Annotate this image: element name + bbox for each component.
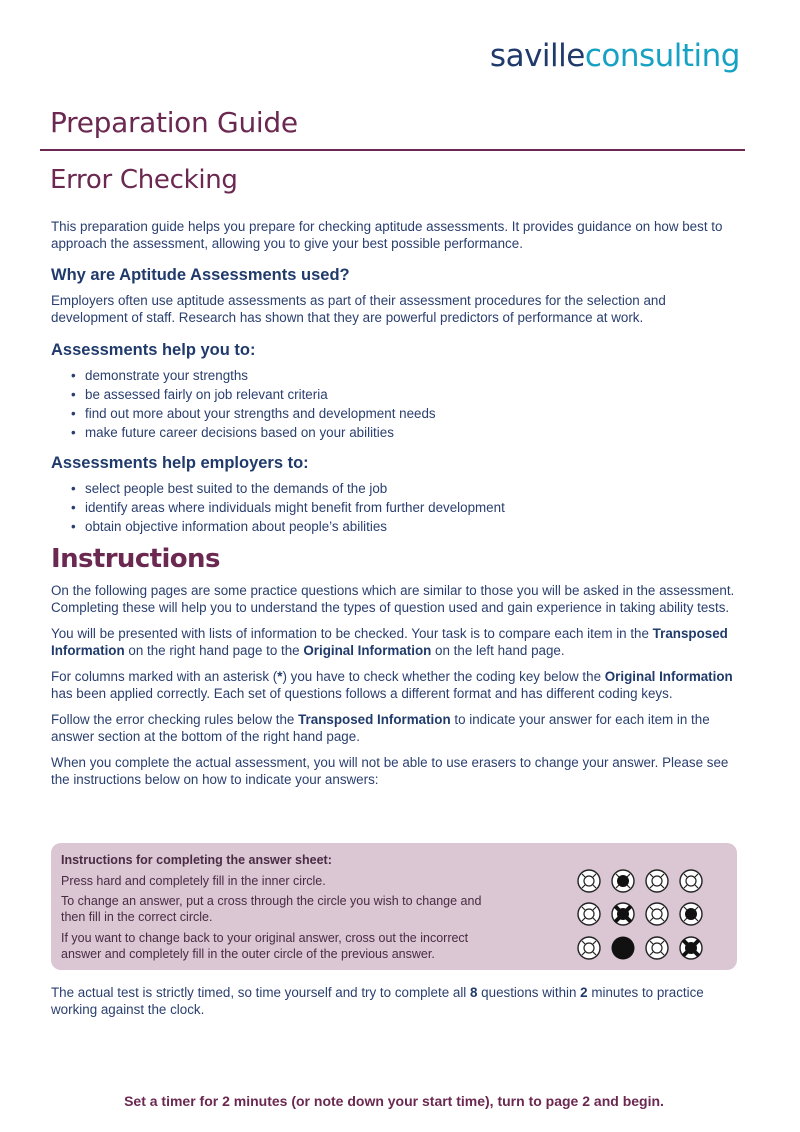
saville-logo [490, 38, 740, 74]
list-item: • demonstrate your strengths [71, 366, 741, 385]
list-item: • be assessed fairly on job relevant criteria [71, 385, 741, 404]
logo-part-consulting: consulting [584, 38, 740, 74]
list-item: • make future career decisions based on your abilities [71, 423, 741, 442]
crossed-out-bubble-icon [678, 935, 704, 961]
empty-bubble-icon [644, 901, 670, 927]
crossed-out-bubble-icon [610, 901, 636, 927]
filled-inner-bubble-icon [678, 901, 704, 927]
list-item: • identify areas where individuals might benefit from further development [71, 498, 741, 517]
list-item: • find out more about your strengths and development needs [71, 404, 741, 423]
answer-box-title: Instructions for completing the answer sheet: [61, 853, 332, 867]
filled-inner-bubble-icon [610, 868, 636, 894]
empty-bubble-icon [576, 935, 602, 961]
list-item: • select people best suited to the demands of the job [71, 479, 741, 498]
main-body [51, 218, 741, 788]
why-heading: Why are Aptitude Assessments used? [51, 266, 350, 284]
help-you-list [51, 366, 741, 442]
logo-part-saville: saville [489, 38, 585, 74]
example-bubbles-row-3 [576, 935, 712, 961]
answer-box-row-3: If you want to change back to your original answer, cross out the incorrect answer and completely fill in the outer circle of the previous answer. [61, 931, 469, 961]
empty-bubble-icon [644, 868, 670, 894]
example-bubbles-row-1 [576, 868, 712, 894]
instructions-paragraph-2: You will be presented with lists of information to be checked. Your task is to compare each item in the Transposed Information on the right hand page to the Original Information on the left hand page. [51, 626, 728, 658]
guide-title: Preparation Guide [50, 106, 298, 139]
empty-bubble-icon [678, 868, 704, 894]
answer-box-row-1: Press hard and completely fill in the inner circle. [61, 874, 326, 888]
empty-bubble-icon [576, 901, 602, 927]
footer-instruction: Set a timer for 2 minutes (or note down your start time), turn to page 2 and begin. [124, 1093, 664, 1109]
answer-box-row-2: To change an answer, put a cross through the circle you wish to change and then fill in the correct circle. [61, 894, 482, 924]
intro-paragraph: This preparation guide helps you prepare for checking aptitude assessments. It provides guidance on how best to approach the assessment, allowing you to give your best possible performance. [51, 219, 723, 251]
instructions-paragraph-3: For columns marked with an asterisk (*) you have to check whether the coding key below the Original Information has been applied correctly. Each set of questions follows a different format and has different coding keys. [51, 669, 733, 701]
instructions-paragraph-1: On the following pages are some practice questions which are similar to those you will be asked in the assessment. Completing these will help you to understand the types of question used and gain experience in taking ability tests. [51, 583, 735, 615]
empty-bubble-icon [644, 935, 670, 961]
empty-bubble-icon [576, 868, 602, 894]
help-you-heading: Assessments help you to: [51, 341, 256, 359]
timing-paragraph: The actual test is strictly timed, so time yourself and try to complete all 8 questions within 2 minutes to practice working against the clock. [51, 985, 704, 1017]
instructions-paragraph-4: Follow the error checking rules below the Transposed Information to indicate your answer for each item in the answer section at the bottom of the right hand page. [51, 712, 710, 744]
example-bubbles-row-2 [576, 901, 712, 927]
instructions-heading: Instructions [51, 544, 220, 574]
title-divider [40, 149, 745, 151]
why-paragraph: Employers often use aptitude assessments as part of their assessment procedures for the selection and development of staff. Research has shown that they are powerful predictors of performance at work. [51, 293, 666, 325]
sub-title: Error Checking [50, 165, 238, 195]
list-item: • obtain objective information about people’s abilities [71, 517, 741, 536]
help-employers-heading: Assessments help employers to: [51, 454, 309, 472]
instructions-paragraph-5: When you complete the actual assessment, you will not be able to use erasers to change your answer. Please see the instructions below on how to indicate your answers: [51, 755, 729, 787]
timing-note [51, 984, 741, 1018]
help-employers-list [51, 479, 741, 536]
filled-outer-bubble-icon [610, 935, 636, 961]
answer-sheet-instructions-box [51, 843, 737, 970]
